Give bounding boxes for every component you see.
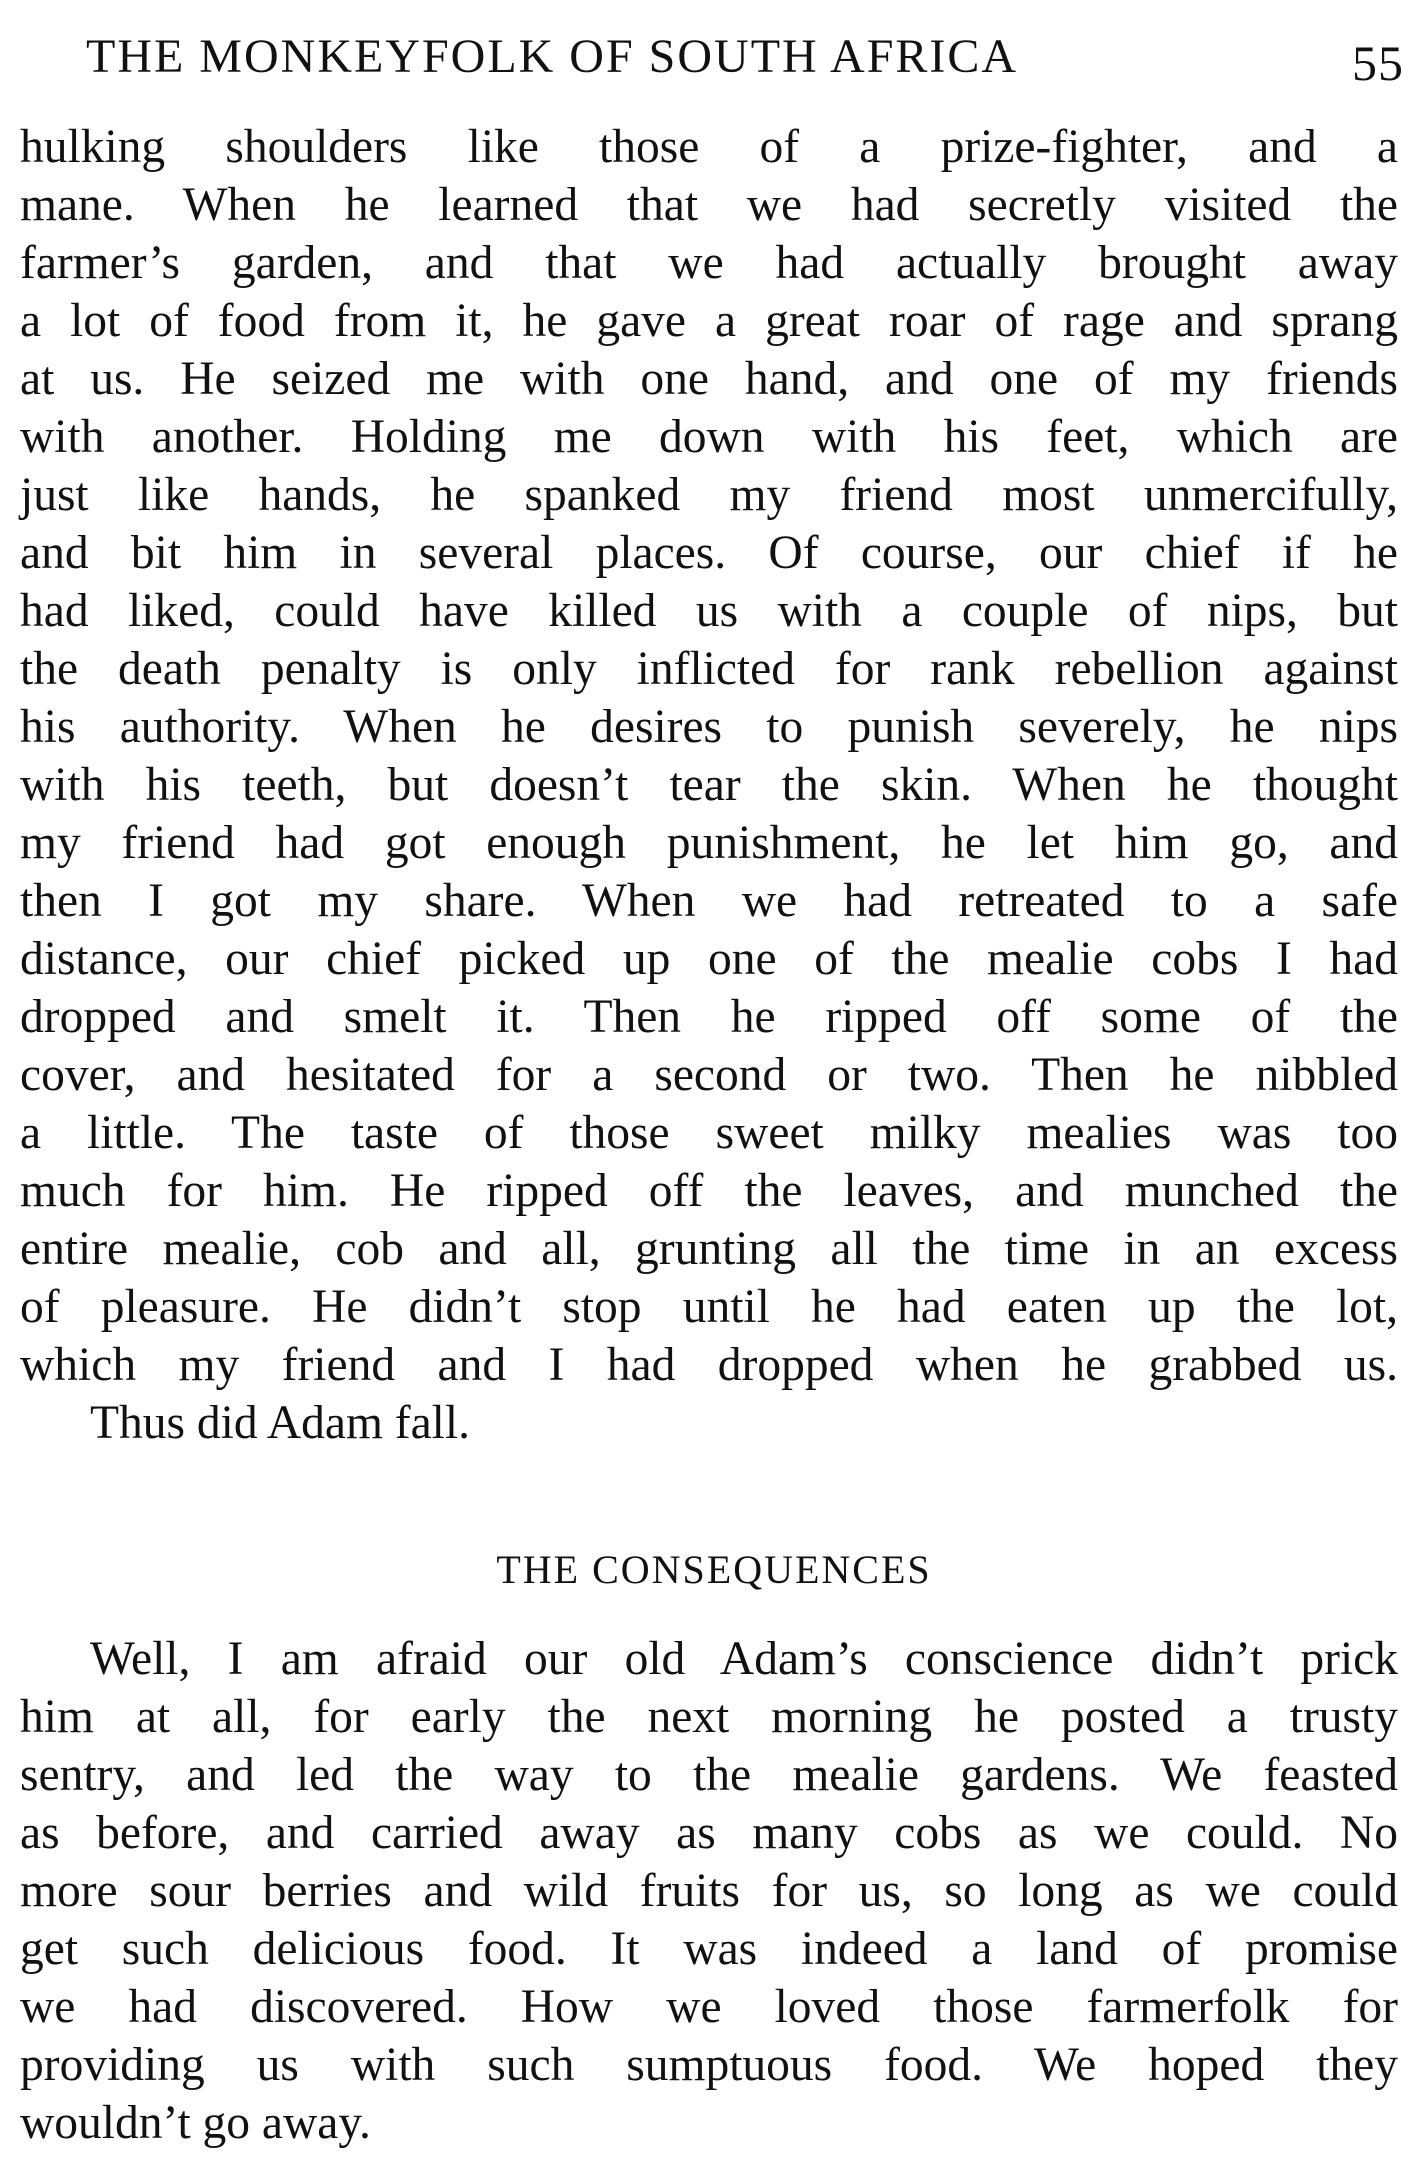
- text-line: which my friend and I had dropped when he grabbed us.: [20, 1339, 1398, 1391]
- text-line: cover, and hesitated for a second or two. Then he nibbled: [20, 1049, 1398, 1101]
- paragraph-consequences: [20, 1630, 1398, 2152]
- text-line: with another. Holding me down with his feet, which are: [20, 411, 1398, 463]
- text-line: at us. He seized me with one hand, and one of my friends: [20, 353, 1398, 405]
- paragraph-continued: [20, 118, 1398, 1394]
- text-line: wouldn’t go away.: [20, 2097, 371, 2149]
- text-line: then I got my share. When we had retreated to a safe: [20, 875, 1398, 927]
- text-line: just like hands, he spanked my friend most unmercifully,: [20, 469, 1398, 521]
- text-line: get such delicious food. It was indeed a land of promise: [20, 1923, 1398, 1975]
- paragraph-short: [20, 1394, 1398, 1452]
- text-line: hulking shoulders like those of a prize-fighter, and a: [20, 121, 1398, 173]
- text-line: a little. The taste of those sweet milky mealies was too: [20, 1107, 1398, 1159]
- text-line: providing us with such sumptuous food. We hoped they: [20, 2039, 1398, 2091]
- text-line: mane. When he learned that we had secretly visited the: [20, 179, 1398, 231]
- text-line: and bit him in several places. Of course, our chief if he: [20, 527, 1398, 579]
- text-line: Well, I am afraid our old Adam’s conscience didn’t prick: [90, 1633, 1398, 1685]
- text-line: of pleasure. He didn’t stop until he had eaten up the lot,: [20, 1281, 1398, 1333]
- text-line: had liked, could have killed us with a couple of nips, but: [20, 585, 1398, 637]
- text-line: sentry, and led the way to the mealie gardens. We feasted: [20, 1749, 1398, 1801]
- text-line: dropped and smelt it. Then he ripped off some of the: [20, 991, 1398, 1043]
- page-number: 55: [1352, 35, 1404, 91]
- text-line: entire mealie, cob and all, grunting all the time in an excess: [20, 1223, 1398, 1275]
- text-line: distance, our chief picked up one of the mealie cobs I had: [20, 933, 1398, 985]
- section-heading: THE CONSEQUENCES: [496, 1547, 932, 1592]
- text-line: more sour berries and wild fruits for us, so long as we could: [20, 1865, 1398, 1917]
- text-line: Thus did Adam fall.: [90, 1397, 470, 1449]
- text-line: as before, and carried away as many cobs as we could. No: [20, 1807, 1398, 1859]
- text-line: with his teeth, but doesn’t tear the skin. When he thought: [20, 759, 1398, 811]
- text-line: my friend had got enough punishment, he let him go, and: [20, 817, 1398, 869]
- text-line: his authority. When he desires to punish severely, he nips: [20, 701, 1398, 753]
- text-line: we had discovered. How we loved those farmerfolk for: [20, 1981, 1398, 2033]
- text-line: farmer’s garden, and that we had actually brought away: [20, 237, 1398, 289]
- running-head-title: THE MONKEYFOLK OF SOUTH AFRICA: [86, 30, 1019, 83]
- text-line: the death penalty is only inflicted for rank rebellion against: [20, 643, 1398, 695]
- text-line: a lot of food from it, he gave a great roar of rage and sprang: [20, 295, 1398, 347]
- text-line: much for him. He ripped off the leaves, and munched the: [20, 1165, 1398, 1217]
- text-line: him at all, for early the next morning he posted a trusty: [20, 1691, 1398, 1743]
- running-head: [86, 22, 1404, 92]
